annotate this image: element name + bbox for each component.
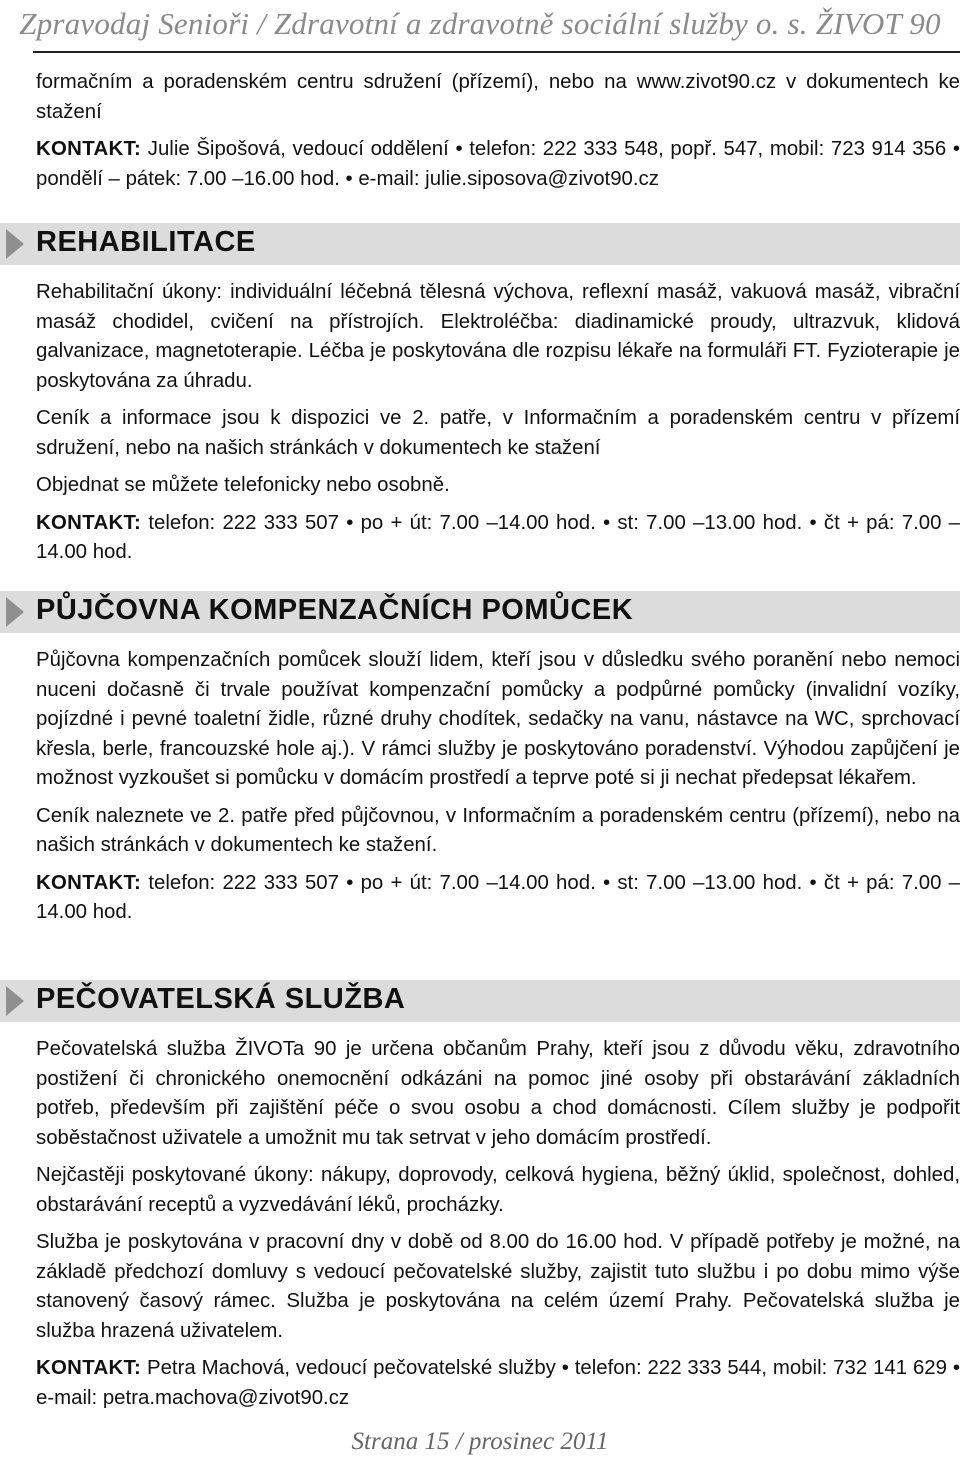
section-paragraph: Pečovatelská služba ŽIVOTa 90 je určena občanům Prahy, kteří jsou z důvodu věku, zdravotního postižení či chronického onemocnění odkázáni na pomoc jiné osoby při obstarávání základních potřeb, především při zajištění péče o svou osobu a chod domácnosti. Cílem služby je podpořit soběstačnost uživatele a umožnit mu tak setrvat v jeho domácím prostředí. <box>36 1038 960 1149</box>
section-title: PŮJČOVNA KOMPENZAČNÍCH POMŮCEK <box>36 594 634 626</box>
page-footer: Strana 15 / prosinec 2011 <box>351 1428 609 1455</box>
section-heading-bar <box>0 591 960 633</box>
section-paragraph: Objednat se můžete telefonicky nebo osobně. <box>36 474 450 496</box>
header-divider <box>33 51 960 53</box>
section-paragraph: Půjčovna kompenzačních pomůcek slouží lidem, kteří jsou v důsledku svého poranění nebo nemoci nuceni dočasně či trvale používat kompenzační pomůcky a podpůrné pomůcky (invalidní vozíky, pojízdné i pevné toaletní židle, různé druhy chodítek, sedačky na vanu, nástavce na WC, sprchovací křesla, berle, francouzské hole aj.). V rámci služby je poskytováno poradenství. Výhodou zapůjčení je možnost vyzkoušet si pomůcku v domácím prostředí a teprve poté si ji nechat předepsat lékařem. <box>36 649 960 789</box>
kontakt-label: KONTAKT: <box>36 871 142 894</box>
section-heading-bar <box>0 980 960 1022</box>
section-paragraph: Nejčastěji poskytované úkony: nákupy, doprovody, celková hygiena, běžný úklid, společnost, dohled, obstarávání receptů a vyzvedávání léků, procházky. <box>36 1164 960 1216</box>
section-kontakt <box>36 1354 960 1413</box>
page-header <box>0 0 960 52</box>
section-body <box>36 278 960 568</box>
section-kontakt <box>36 869 960 928</box>
section-body <box>36 1035 960 1413</box>
header-title: Zpravodaj Senioři / Zdravotní a zdravotně sociální služby o. s. ŽIVOT 90 <box>19 6 941 41</box>
kontakt-text: Julie Šipošová, vedoucí oddělení • telefon: 222 333 548, popř. 547, mobil: 723 914 356 • pondělí – pátek: 7.00 –16.00 hod. • e-mail: julie.siposova@zivot90.cz <box>36 138 960 190</box>
section-heading-bar <box>0 223 960 265</box>
section-body <box>36 646 960 928</box>
section-title: PEČOVATELSKÁ SLUŽBA <box>36 983 406 1015</box>
kontakt-label: KONTAKT: <box>36 1357 142 1379</box>
section-paragraph: Ceník naleznete ve 2. patře před půjčovnou, v Informačním a poradenském centru (přízemí), nebo na našich stránkách v dokumentech ke stažení. <box>36 804 960 856</box>
kontakt-text: Petra Machová, vedoucí pečovatelské služby • telefon: 222 333 544, mobil: 732 141 629 • e-mail: petra.machova@zivot90.cz <box>36 1357 960 1409</box>
section-kontakt <box>36 509 960 568</box>
section-arrow-icon <box>6 986 24 1016</box>
section-paragraph: Rehabilitační úkony: individuální léčebná tělesná výchova, reflexní masáž, vakuová masáž, vibrační masáž chodidel, cvičení na přístrojích. Elektroléčba: diadinamické proudy, ultrazvuk, klidová galvanizace, magnetoterapie. Léčba je poskytována dle rozpisu lékaře na formuláři FT. Fyzioterapie je poskytována za úhradu. <box>36 281 960 392</box>
kontakt-text: telefon: 222 333 507 • po + út: 7.00 –14.00 hod. • st: 7.00 –13.00 hod. • čt + pá: 7.00 –14.00 hod. <box>36 511 960 563</box>
kontakt-label: KONTAKT: <box>36 138 142 160</box>
intro-kontakt <box>36 135 960 194</box>
intro-block <box>36 68 960 194</box>
section-title: REHABILITACE <box>36 226 256 258</box>
section-paragraph: Ceník a informace jsou k dispozici ve 2. patře, v Informačním a poradenském centru v přízemí sdružení, nebo na našich stránkách v dokumentech ke stažení <box>36 407 960 459</box>
kontakt-label: KONTAKT: <box>36 511 142 534</box>
kontakt-text: telefon: 222 333 507 • po + út: 7.00 –14.00 hod. • st: 7.00 –13.00 hod. • čt + pá: 7.00 –14.00 hod. <box>36 871 960 923</box>
section-arrow-icon <box>6 229 24 259</box>
intro-paragraph: formačním a poradenském centru sdružení (přízemí), nebo na www.zivot90.cz v dokumentech ke stažení <box>36 71 960 123</box>
section-paragraph: Služba je poskytována v pracovní dny v době od 8.00 do 16.00 hod. V případě potřeby je možné, na základě předchozí domluvy s vedoucí pečovatelské služby, zajistit tuto službu i po dobu mimo výše stanovený časový rámec. Služba je poskytována na celém území Prahy. Pečovatelská služba je služba hrazená uživatelem. <box>36 1231 960 1342</box>
section-arrow-icon <box>6 597 24 627</box>
